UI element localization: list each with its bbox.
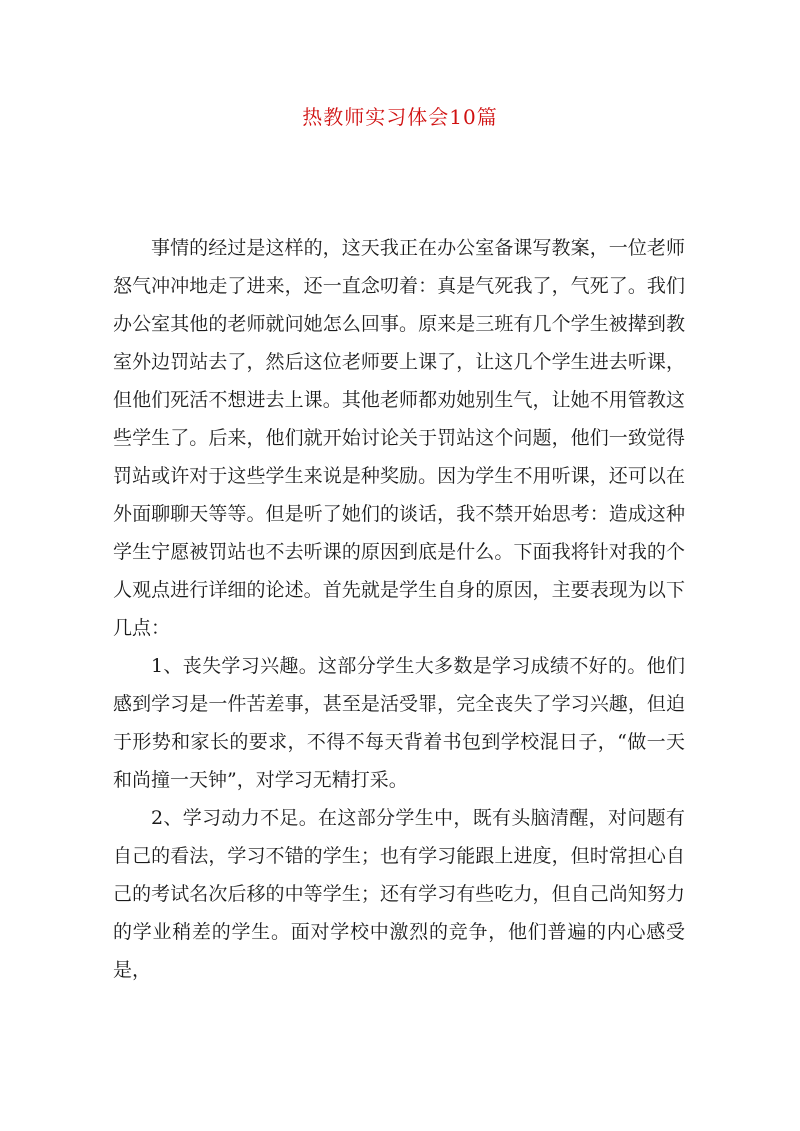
document-body bbox=[113, 229, 685, 989]
paragraph-point-1: 1、丧失学习兴趣。这部分学生大多数是学习成绩不好的。他们感到学习是一件苦差事，甚至是活受罪，完全丧失了学习兴趣，但迫于形势和家长的要求，不得不每天背着书包到学校混日子，“做一天和尚撞一天钟”，对学习无精打采。 bbox=[113, 655, 685, 791]
paragraph-point-2: 2、学习动力不足。在这部分学生中，既有头脑清醒，对问题有自己的看法，学习不错的学生；也有学习能跟上进度，但时常担心自己的考试名次后移的中等学生；还有学习有些吃力，但自己尚知努力的学业稍差的学生。面对学校中激烈的竞争，他们普遍的内心感受是， bbox=[113, 807, 685, 981]
document-title: 热教师实习体会10篇 bbox=[302, 105, 498, 129]
paragraph-intro: 事情的经过是这样的，这天我正在办公室备课写教案，一位老师怒气冲冲地走了进来，还一直念叨着：真是气死我了，气死了。我们办公室其他的老师就问她怎么回事。原来是三班有几个学生被撵到教室外边罚站去了，然后这位老师要上课了，让这几个学生进去听课，但他们死活不想进去上课。其他老师都劝她别生气，让她不用管教这些学生了。后来，他们就开始讨论关于罚站这个问题，他们一致觉得罚站或许对于这些学生来说是种奖励。因为学生不用听课，还可以在外面聊聊天等等。但是听了她们的谈话，我不禁开始思考：造成这种学生宁愿被罚站也不去听课的原因到底是什么。下面我将针对我的个人观点进行详细的论述。首先就是学生自身的原因，主要表现为以下几点： bbox=[113, 237, 685, 639]
